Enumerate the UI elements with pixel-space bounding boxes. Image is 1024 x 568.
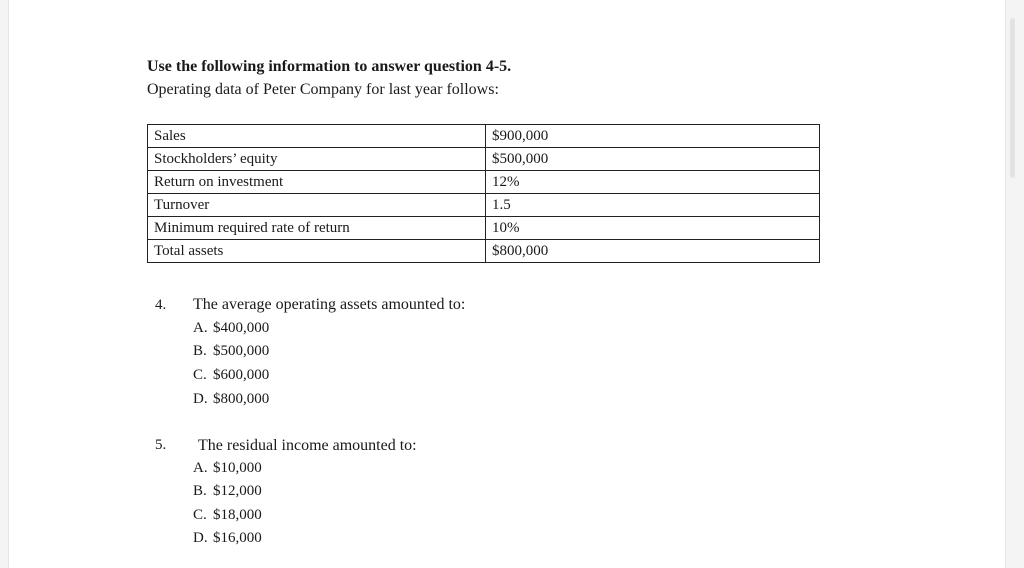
vertical-scrollbar[interactable] (1009, 0, 1024, 568)
option-text: $500,000 (213, 343, 270, 359)
option-text: $600,000 (213, 367, 270, 383)
question-4-number: 4. (155, 297, 167, 313)
option-text: $12,000 (213, 483, 262, 499)
table-row (148, 148, 820, 171)
option-text: $16,000 (213, 530, 262, 546)
option-text: $400,000 (213, 320, 270, 336)
operating-data-table (147, 124, 820, 263)
question-5-option-d (193, 530, 262, 547)
question-4-text: The average operating assets amounted to: (193, 296, 466, 313)
table-row (148, 125, 820, 148)
question-5-option-c (193, 507, 262, 524)
option-text: $10,000 (213, 460, 262, 476)
option-letter: D. (193, 391, 208, 407)
question-5-option-a (193, 460, 262, 477)
option-letter: C. (193, 367, 207, 383)
row-value: $500,000 (486, 148, 820, 171)
table-row (148, 194, 820, 217)
data-intro: Operating data of Peter Company for last year follows: (147, 81, 499, 98)
option-letter: D. (193, 530, 208, 546)
question-4-option-d (193, 391, 269, 408)
option-text: $800,000 (213, 391, 270, 407)
row-label: Minimum required rate of return (148, 217, 486, 240)
table-row (148, 217, 820, 240)
row-value: 12% (486, 171, 820, 194)
question-5-option-b (193, 483, 262, 500)
question-5-number: 5. (155, 437, 167, 453)
row-value: $900,000 (486, 125, 820, 148)
row-label: Turnover (148, 194, 486, 217)
option-text: $18,000 (213, 507, 262, 523)
row-label: Sales (148, 125, 486, 148)
question-4-option-c (193, 367, 269, 384)
scrollbar-thumb[interactable] (1010, 18, 1015, 178)
question-4-option-a (193, 320, 269, 337)
row-value: 1.5 (486, 194, 820, 217)
option-letter: C. (193, 507, 207, 523)
table-row (148, 171, 820, 194)
option-letter: A. (193, 460, 208, 476)
option-letter: B. (193, 483, 207, 499)
instructions-heading: Use the following information to answer question 4-5. (147, 58, 512, 75)
question-4-option-b (193, 343, 269, 360)
table-row (148, 240, 820, 263)
row-value: 10% (486, 217, 820, 240)
option-letter: B. (193, 343, 207, 359)
question-5-text: The residual income amounted to: (198, 437, 417, 454)
option-letter: A. (193, 320, 208, 336)
row-value: $800,000 (486, 240, 820, 263)
row-label: Return on investment (148, 171, 486, 194)
row-label: Stockholders’ equity (148, 148, 486, 171)
row-label: Total assets (148, 240, 486, 263)
